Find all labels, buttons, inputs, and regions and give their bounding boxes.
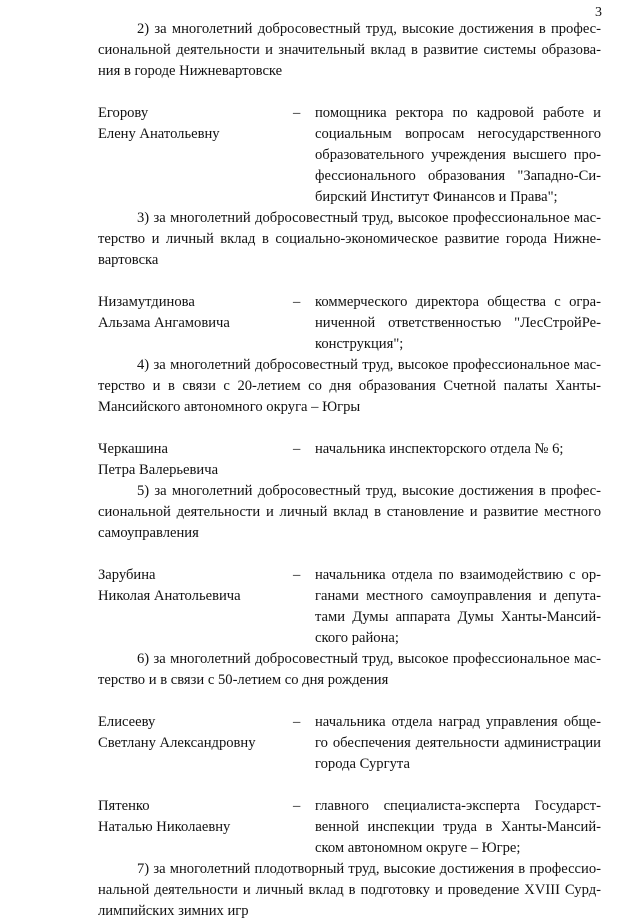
awardee-position-line: ского района; xyxy=(315,630,399,646)
awardee-position-line: го обеспечения деятельности администрации xyxy=(315,735,601,751)
awardee-name-line: Светлану Александровну xyxy=(98,735,256,751)
paragraph xyxy=(98,208,601,271)
paragraph-line: вартовска xyxy=(98,252,159,268)
paragraph-line: Мансийского автономного округа – Югры xyxy=(98,399,361,415)
awardee-position-line: венной инспекции труда в Ханты-Мансий- xyxy=(315,819,601,835)
paragraph-line: нальной деятельности и личный вклад в подготовку и проведение XVIII Сурд- xyxy=(98,882,601,898)
paragraph-line: 2) за многолетний добросовестный труд, высокие достижения в профес- xyxy=(137,21,601,37)
awardee-position-line: ском автономном округе – Югре; xyxy=(315,840,521,856)
awardee-name-line: Елену Анатольевну xyxy=(98,126,220,142)
awardee-name-line: Пятенко xyxy=(98,798,150,814)
paragraph-line: ния в городе Нижневартовске xyxy=(98,63,283,79)
dash-separator: – xyxy=(293,714,301,730)
awardee-position-line: ганами местного самоуправления и депута- xyxy=(315,588,601,604)
awardee-name xyxy=(98,796,293,859)
dash-separator: – xyxy=(293,567,301,583)
awardee-position-line: фессионального образования "Западно-Си- xyxy=(315,168,601,184)
awardee-position-line: тами Думы аппарата Думы Ханты-Мансий- xyxy=(315,609,601,625)
paragraph-line: 3) за многолетний добросовестный труд, высокое профессиональное мас- xyxy=(137,210,601,226)
awardee-name-line: Егорову xyxy=(98,105,149,121)
awardee-entry xyxy=(98,796,601,859)
awardee-name-line: Альзама Ангамовича xyxy=(98,315,230,331)
awardee-name xyxy=(98,712,293,775)
dash-separator: – xyxy=(293,441,301,457)
paragraph-line: 5) за многолетний добросовестный труд, высокие достижения в профес- xyxy=(137,483,601,499)
paragraph-line: терство и в связи с 50-летием со дня рождения xyxy=(98,672,389,688)
awardee-position-line: начальника отдела наград управления обще- xyxy=(315,714,601,730)
awardee-position-line: начальника инспекторского отдела № 6; xyxy=(315,441,564,457)
awardee-name xyxy=(98,292,293,355)
paragraph-line: сиональной деятельности и личный вклад в становление и развитие местного xyxy=(98,504,601,520)
awardee-position-line: образовательного учреждения высшего про- xyxy=(315,147,601,163)
awardee-name xyxy=(98,439,293,481)
paragraph xyxy=(98,481,601,544)
paragraph-line: сиональной деятельности и значительный вклад в развитие системы образова- xyxy=(98,42,601,58)
awardee-position-line: главного специалиста-эксперта Государст- xyxy=(315,798,601,814)
awardee-entry xyxy=(98,292,601,355)
awardee-entry xyxy=(98,439,601,481)
paragraph xyxy=(98,649,601,691)
awardee-position xyxy=(315,712,601,775)
awardee-position-line: бирский Институт Финансов и Права"; xyxy=(315,189,558,205)
awardee-name-line: Николая Анатольевича xyxy=(98,588,241,604)
awardee-name-line: Наталью Николаевну xyxy=(98,819,231,835)
awardee-name xyxy=(98,103,293,208)
dash-separator: – xyxy=(293,798,301,814)
awardee-position-line: помощника ректора по кадровой работе и xyxy=(315,105,601,121)
awardee-position-line: конструкция"; xyxy=(315,336,404,352)
awardee-position xyxy=(315,292,601,355)
paragraph-line: 7) за многолетний плодотворный труд, высокие достижения в профессио- xyxy=(137,861,601,877)
awardee-position-line: коммерческого директора общества с огра- xyxy=(315,294,601,310)
awardee-name xyxy=(98,565,293,649)
paragraph-line: самоуправления xyxy=(98,525,199,541)
paragraph xyxy=(98,355,601,418)
document-body xyxy=(98,19,601,922)
awardee-position-line: социальным вопросам негосударственного xyxy=(315,126,601,142)
awardee-entry xyxy=(98,103,601,208)
awardee-name-line: Елисееву xyxy=(98,714,156,730)
awardee-entry xyxy=(98,565,601,649)
awardee-position xyxy=(315,439,601,481)
paragraph-line: 6) за многолетний добросовестный труд, высокое профессиональное мас- xyxy=(137,651,601,667)
awardee-entry xyxy=(98,712,601,775)
awardee-position xyxy=(315,103,601,208)
awardee-position-line: начальника отдела по взаимодействию с ор- xyxy=(315,567,601,583)
awardee-name-line: Зарубина xyxy=(98,567,156,583)
paragraph-line: 4) за многолетний добросовестный труд, высокое профессиональное мас- xyxy=(137,357,601,373)
paragraph xyxy=(98,859,601,922)
page-number: 3 xyxy=(595,5,602,20)
paragraph-line: лимпийских зимних игр xyxy=(98,903,249,919)
awardee-position-line: города Сургута xyxy=(315,756,410,772)
dash-separator: – xyxy=(293,105,301,121)
awardee-name-line: Петра Валерьевича xyxy=(98,462,219,478)
dash-separator: – xyxy=(293,294,301,310)
awardee-position xyxy=(315,565,601,649)
awardee-name-line: Черкашина xyxy=(98,441,168,457)
paragraph xyxy=(98,19,601,82)
paragraph-line: терство и личный вклад в социально-экономическое развитие города Нижне- xyxy=(98,231,601,247)
awardee-position xyxy=(315,796,601,859)
awardee-position-line: ниченной ответственностью "ЛесСтройРе- xyxy=(315,315,601,331)
awardee-name-line: Низамутдинова xyxy=(98,294,195,310)
paragraph-line: терство и в связи с 20-летием со дня образования Счетной палаты Ханты- xyxy=(98,378,601,394)
